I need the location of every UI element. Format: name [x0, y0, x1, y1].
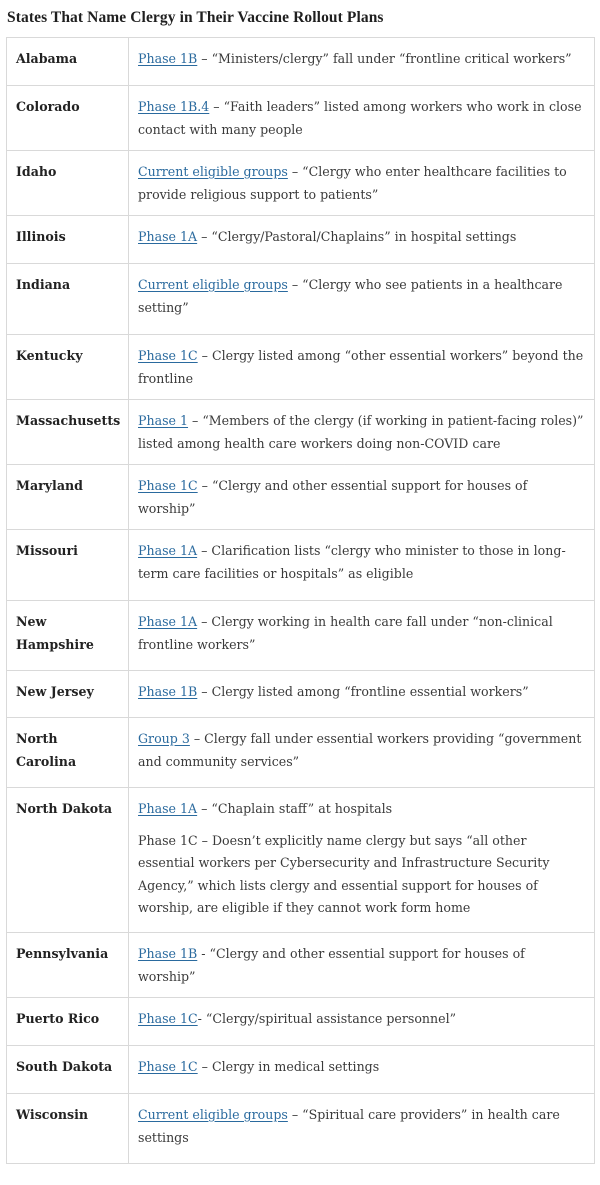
- state-name-cell: Indiana: [7, 264, 129, 335]
- phase-link[interactable]: Phase 1A: [138, 801, 198, 816]
- phase-link[interactable]: Current eligible groups: [138, 277, 288, 292]
- plan-description: [138, 345, 586, 390]
- plan-description-cell: [129, 671, 595, 718]
- table-title: States That Name Clergy in Their Vaccine Rollout Plans: [7, 9, 384, 26]
- plan-description-text: – Clergy listed among “other essential workers” beyond the frontline: [138, 348, 584, 386]
- state-name-cell: Massachusetts: [7, 400, 129, 465]
- table-body: [7, 38, 595, 1164]
- table-row: [7, 264, 595, 335]
- state-name-cell: Puerto Rico: [7, 998, 129, 1046]
- plan-description-cell: [129, 264, 595, 335]
- phase-link[interactable]: Current eligible groups: [138, 164, 288, 179]
- plan-description-cell: [129, 788, 595, 933]
- plan-description-text: – Clergy fall under essential workers providing “government and community services”: [138, 731, 582, 769]
- plan-description: [138, 410, 586, 455]
- plan-description-cell: [129, 933, 595, 998]
- plan-description: [138, 1008, 586, 1031]
- plan-description-cell: [129, 86, 595, 151]
- plan-description-text: - “Clergy and other essential support for houses of worship”: [138, 946, 525, 984]
- states-table: [6, 37, 595, 1164]
- table-row: [7, 465, 595, 530]
- plan-description-cell: [129, 151, 595, 216]
- phase-link[interactable]: Phase 1C: [138, 1059, 198, 1074]
- phase-link[interactable]: Phase 1C: [138, 1011, 198, 1026]
- state-name-cell: South Dakota: [7, 1046, 129, 1094]
- phase-link[interactable]: Phase 1C: [138, 348, 198, 363]
- table-row: [7, 151, 595, 216]
- table-row: [7, 86, 595, 151]
- state-name-cell: Idaho: [7, 151, 129, 216]
- phase-link[interactable]: Phase 1C: [138, 478, 198, 493]
- plan-description: [138, 274, 586, 319]
- table-row: [7, 216, 595, 264]
- plan-description-cell: [129, 216, 595, 264]
- plan-description-text: – “Faith leaders” listed among workers who work in close contact with many people: [138, 99, 582, 137]
- state-name-cell: Maryland: [7, 465, 129, 530]
- table-row: [7, 601, 595, 671]
- state-name-cell: North Dakota: [7, 788, 129, 933]
- phase-link[interactable]: Phase 1: [138, 413, 189, 428]
- plan-description-text: – “Spiritual care providers” in health care settings: [138, 1107, 560, 1145]
- plan-description: [138, 1104, 586, 1149]
- phase-link[interactable]: Phase 1B: [138, 684, 198, 699]
- plan-description: [138, 475, 586, 520]
- state-name-cell: Kentucky: [7, 335, 129, 400]
- plan-description: [138, 1056, 586, 1079]
- plan-description-cell: [129, 335, 595, 400]
- state-name-cell: Alabama: [7, 38, 129, 86]
- phase-link[interactable]: Phase 1B: [138, 946, 198, 961]
- table-row: [7, 998, 595, 1046]
- plan-description-text: – Clergy in medical settings: [197, 1059, 380, 1074]
- table-row: [7, 718, 595, 788]
- plan-description-cell: [129, 1046, 595, 1094]
- table-row: [7, 1094, 595, 1164]
- table-row: [7, 671, 595, 718]
- plan-description: [138, 728, 586, 773]
- plan-description-text: - “Clergy/spiritual assistance personnel”: [197, 1011, 457, 1026]
- plan-description-cell: [129, 38, 595, 86]
- plan-description: [138, 681, 586, 704]
- table-row: [7, 788, 595, 933]
- plan-description-text: – Clarification lists “clergy who minister to those in long-term care facilities or hospitals” as eligible: [138, 543, 566, 581]
- plan-description-cell: [129, 718, 595, 788]
- plan-description: [138, 798, 586, 821]
- plan-description: [138, 830, 586, 920]
- plan-description: [138, 540, 586, 585]
- plan-description-text: – “Ministers/clergy” fall under “frontline critical workers”: [197, 51, 572, 66]
- plan-description-cell: [129, 465, 595, 530]
- plan-description-cell: [129, 998, 595, 1046]
- plan-description-text: – “Clergy and other essential support for houses of worship”: [138, 478, 528, 516]
- state-name-cell: New Jersey: [7, 671, 129, 718]
- plan-description: [138, 226, 586, 249]
- plan-description: [138, 611, 586, 656]
- phase-link[interactable]: Phase 1A: [138, 543, 198, 558]
- plan-description-text: Phase 1C – Doesn’t explicitly name clergy but says “all other essential workers per Cybersecurity and Infrastructure Security Agency,” which lists clergy and essential support for houses of worship, are eligible if they cannot work form home: [138, 832, 550, 915]
- phase-link[interactable]: Phase 1B.4: [138, 99, 210, 114]
- phase-link[interactable]: Group 3: [138, 731, 190, 746]
- state-name-cell: New Hampshire: [7, 601, 129, 671]
- phase-link[interactable]: Phase 1A: [138, 229, 198, 244]
- plan-description-text: – Clergy listed among “frontline essential workers”: [197, 684, 529, 699]
- plan-description: [138, 96, 586, 141]
- plan-description-cell: [129, 1094, 595, 1164]
- phase-link[interactable]: Phase 1A: [138, 614, 198, 629]
- plan-description-text: – Clergy working in health care fall under “non-clinical frontline workers”: [138, 614, 553, 652]
- plan-description-text: – “Clergy/Pastoral/Chaplains” in hospital settings: [197, 229, 517, 244]
- state-name-cell: Illinois: [7, 216, 129, 264]
- plan-description: [138, 48, 586, 71]
- plan-description-text: – “Chaplain staff” at hospitals: [197, 801, 393, 816]
- table-row: [7, 1046, 595, 1094]
- phase-link[interactable]: Current eligible groups: [138, 1107, 288, 1122]
- plan-description-cell: [129, 530, 595, 601]
- plan-description: [138, 161, 586, 206]
- plan-description-text: – “Clergy who see patients in a healthcare setting”: [138, 277, 563, 315]
- state-name-cell: Pennsylvania: [7, 933, 129, 998]
- plan-description-cell: [129, 601, 595, 671]
- plan-description: [138, 943, 586, 988]
- state-name-cell: Missouri: [7, 530, 129, 601]
- table-row: [7, 335, 595, 400]
- plan-description-cell: [129, 400, 595, 465]
- state-name-cell: North Carolina: [7, 718, 129, 788]
- plan-description-text: – “Members of the clergy (if working in patient-facing roles)” listed among health care workers doing non-COVID care: [138, 413, 584, 451]
- table-row: [7, 400, 595, 465]
- table-row: [7, 38, 595, 86]
- table-row: [7, 933, 595, 998]
- plan-description-text: – “Clergy who enter healthcare facilities to provide religious support to patients”: [138, 164, 567, 202]
- phase-link[interactable]: Phase 1B: [138, 51, 198, 66]
- table-row: [7, 530, 595, 601]
- state-name-cell: Wisconsin: [7, 1094, 129, 1164]
- state-name-cell: Colorado: [7, 86, 129, 151]
